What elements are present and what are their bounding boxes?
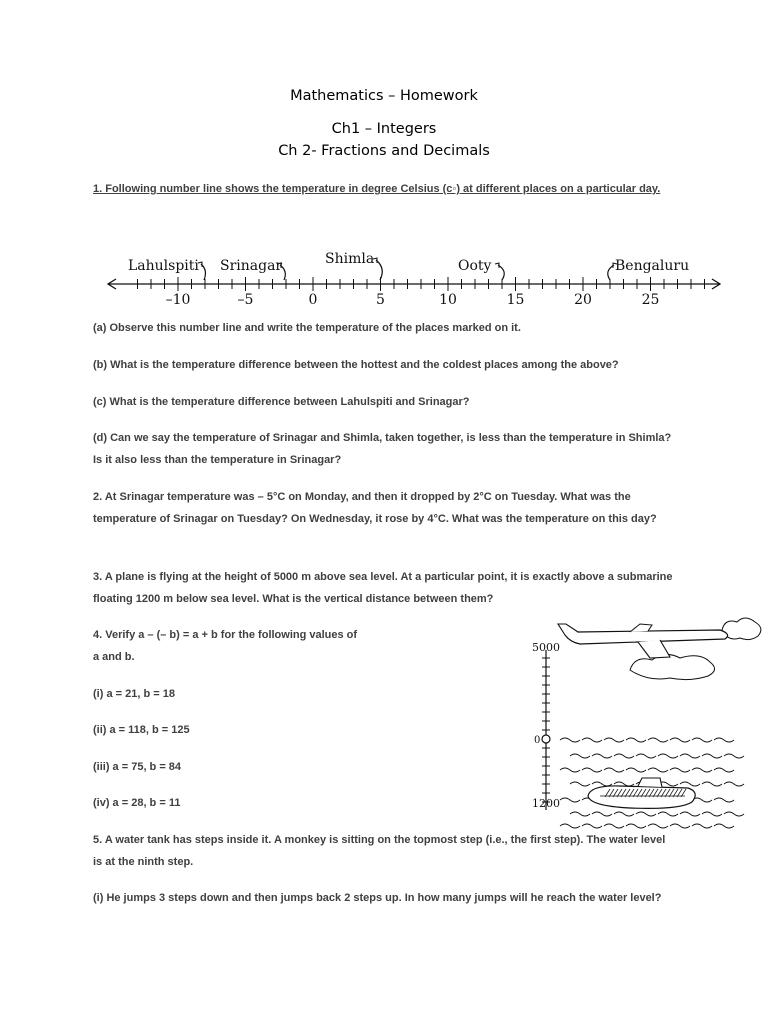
question-4-line-2: a and b. [93,651,135,663]
submarine-icon [588,778,695,808]
wave-line [570,812,744,816]
chapter-2-heading: Ch 2- Fractions and Decimals [278,143,490,159]
place-shimla: Shimla [325,251,375,267]
place-lahulspiti: Lahulspiti [128,258,199,274]
question-3: 3. A plane is flying at the height of 5000 m above sea level. At a particular point, it is exactly above a submarine floating 1200 m below sea level. What is the vertical distance between them? [93,571,673,605]
label-5000: 5000 [532,641,560,654]
number-line-tick-labels [166,292,660,308]
question-4-line-1: 4. Verify a – (– b) = a + b for the following values of [93,629,358,641]
chapter-1-heading: Ch1 – Integers [331,121,437,137]
question-1b: (b) What is the temperature difference between the hottest and the coldest places among the above? [93,359,619,371]
label-0: 0 [534,735,541,746]
question-2: 2. At Srinagar temperature was – 5°C on Monday, and then it dropped by 2°C on Tuesday. What was the temperature of Srinagar on Tuesday? On Wednesday, it rose by 4°C. What was the temperature on this day? [93,491,657,525]
question-1 [93,178,673,200]
question-4-ii: (ii) a = 118, b = 125 [93,724,190,736]
question-5-i: (i) He jumps 3 steps down and then jumps back 2 steps up. In how many jumps will he reach the water level? [93,892,662,904]
question-1c: (c) What is the temperature difference between Lahulspiti and Srinagar? [93,396,470,408]
tick-label: 10 [439,292,457,308]
question-4-i: (i) a = 21, b = 18 [93,688,175,700]
question-1-number: 1. [93,183,103,195]
cloud-icon [630,654,715,679]
place-srinagar: Srinagar [220,258,283,274]
tick-label: –10 [165,292,191,308]
plane-submarine-illustration [520,610,765,835]
tick-label: 25 [641,292,660,308]
tick-label: 20 [574,292,592,308]
temperature-number-line [100,240,730,310]
question-1-text: Following number line shows the temperature in degree Celsius (c◦) at different places on a particular day. [102,183,661,195]
question-4-iii: (iii) a = 75, b = 84 [93,761,182,773]
airplane-icon [558,624,728,658]
wave-line [570,754,744,758]
question-4-iv: (iv) a = 28, b = 11 [93,797,181,809]
wave-line [560,768,734,772]
tick-label: –5 [237,292,254,308]
question-1d: (d) Can we say the temperature of Srinagar and Shimla, taken together, is less than the temperature in Shimla? Is it also less than the temperature in Srinagar? [93,432,672,466]
sea-level-marker-icon [542,735,550,743]
question-1a: (a) Observe this number line and write the temperature of the places marked on it. [93,322,521,334]
label-1200: 1200 [532,797,560,810]
wave-line [560,824,734,828]
wave-line [560,738,734,742]
place-ooty: Ooty [458,258,492,274]
tick-label: 5 [376,292,385,308]
place-bengaluru: Bengaluru [615,258,690,274]
page-title: Mathematics – Homework [290,88,478,104]
question-5: 5. A water tank has steps inside it. A monkey is sitting on the topmost step (i.e., the first step). The water level is at the ninth step. [93,834,666,868]
tick-label: 0 [308,292,318,308]
tick-label: 15 [506,292,525,308]
